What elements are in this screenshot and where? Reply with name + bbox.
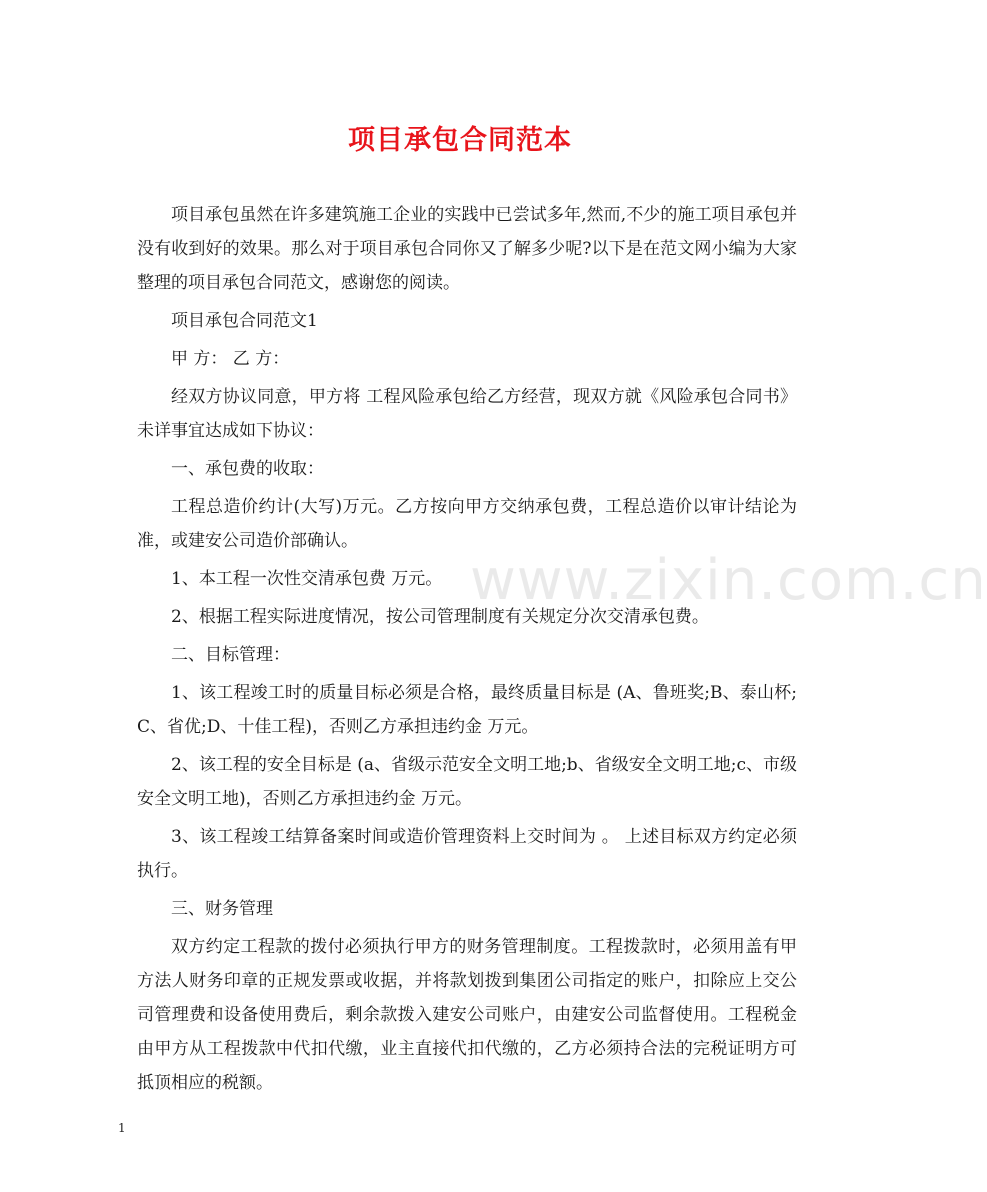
intro-paragraph: 项目承包虽然在许多建筑施工企业的实践中已尝试多年,然而,不少的施工项目承包并没有收到好的效果。那么对于项目承包合同你又了解多少呢?以下是在范文网小编为大家整理的项目承包合同范文，感谢您的阅读。 <box>137 205 797 293</box>
fee-paragraph: 工程总造价约计(大写)万元。乙方按向甲方交纳承包费，工程总造价以审计结论为准，或建安公司造价部确认。 <box>137 497 797 551</box>
section-heading-fee: 一、承包费的收取： <box>171 459 324 479</box>
section-heading-targets: 二、目标管理： <box>171 645 290 665</box>
finance-paragraph: 双方约定工程款的拨付必须执行甲方的财务管理制度。工程拨款时，必须用盖有甲方法人财务印章的正规发票或收据，并将款划拨到集团公司指定的账户，扣除应上交公司管理费和设备使用费后，剩余款拨入建安公司账户，由建安公司监督使用。工程税金由甲方从工程拨款中代扣代缴，业主直接代扣代缴的，乙方必须持合法的完税证明方可抵顶相应的税额。 <box>137 937 797 1093</box>
fee-item-2: 2、根据工程实际进度情况，按公司管理制度有关规定分次交清承包费。 <box>171 607 709 627</box>
watermark: www.zixin.com.cn <box>470 548 987 613</box>
contract-subtitle: 项目承包合同范文1 <box>171 311 318 331</box>
page-number: 1 <box>118 1121 126 1135</box>
document-title: 项目承包合同范本 <box>348 125 572 156</box>
parties-line: 甲 方： 乙 方： <box>171 349 290 369</box>
target-item-3: 3、该工程竣工结算备案时间或造价管理资料上交时间为 。 上述目标双方约定必须执行。 <box>137 827 797 881</box>
document-body <box>137 198 797 1100</box>
target-item-1: 1、该工程竣工时的质量目标必须是合格，最终质量目标是 (A、鲁班奖;B、泰山杯;C、省优;D、十佳工程)，否则乙方承担违约金 万元。 <box>137 683 797 737</box>
agreement-paragraph: 经双方协议同意，甲方将 工程风险承包给乙方经营，现双方就《风险承包合同书》未详事宜达成如下协议： <box>137 387 797 441</box>
target-item-2: 2、该工程的安全目标是 (a、省级示范安全文明工地;b、省级安全文明工地;c、市级安全文明工地)，否则乙方承担违约金 万元。 <box>137 755 797 809</box>
section-heading-finance: 三、财务管理 <box>171 899 273 919</box>
fee-item-1: 1、本工程一次性交清承包费 万元。 <box>171 569 443 589</box>
